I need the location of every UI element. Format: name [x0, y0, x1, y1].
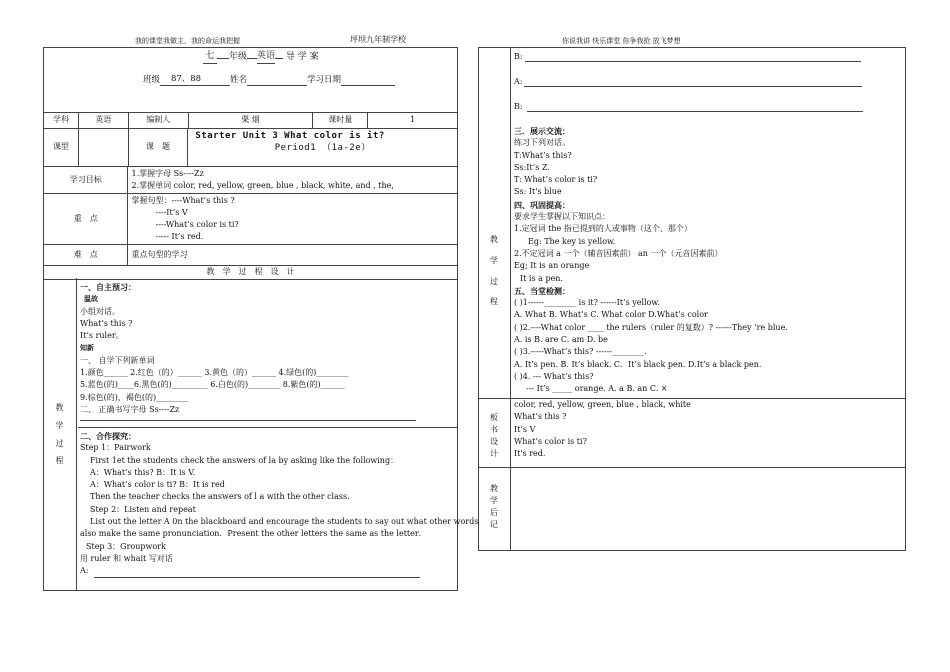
board-line: It's red. [514, 449, 546, 459]
text-line: 二、 正确书写字母 Ss----Zz [80, 404, 180, 414]
grade-line [203, 51, 319, 64]
board-line: color, red, yellow, green, blue , black, white [514, 400, 691, 409]
goals-label: 学习目标 [44, 167, 128, 194]
section-title: 二、合作探究： [80, 431, 136, 441]
class-value: 87、88 [160, 74, 212, 86]
class-label: 班级 [143, 75, 161, 85]
answer-label: A: [80, 566, 89, 576]
answer-label: B: [514, 102, 523, 111]
header-motto-left: 我的课堂我做主，我的命运我把握 [135, 37, 240, 45]
process-label-char: 过 [490, 276, 498, 286]
board-line: What’s color is ti? [514, 436, 587, 446]
board-label-char: 设 [490, 437, 498, 446]
subject-title: 英语 [257, 51, 275, 64]
lesson-title: Starter Unit 3 What color is it? [195, 131, 385, 141]
writing-line[interactable] [80, 420, 416, 421]
reflection-label [478, 483, 510, 531]
text-line: 用 ruler 和 whait 写对话 [80, 553, 173, 563]
subheading-new: 知新 [80, 343, 94, 353]
subject-label: 学科 [44, 113, 79, 129]
vocab-line: 9.棕色(的)，褐色(的)________ [80, 392, 189, 402]
key-point-line: ----What’s color is ti? [155, 220, 239, 229]
text-line: T:What’s this? [514, 150, 572, 160]
text-line: A：What’s color is ti? B：It is red [90, 480, 225, 490]
text-line: 2.不定冠词 a 一个（辅音因素前） an 一个（元音因素前） [514, 248, 723, 258]
key-point-line: 掌握句型：----What’s this ? [131, 196, 235, 205]
answer-blank[interactable] [527, 111, 863, 112]
name-field[interactable] [247, 85, 307, 86]
board-line: It’s V [514, 424, 536, 434]
answer-label: B: [514, 52, 523, 61]
process-label-char: 教 [490, 235, 498, 244]
goals-content [128, 167, 458, 194]
hours-value: 1 [368, 113, 458, 129]
date-field[interactable] [341, 85, 395, 86]
text-line: A：What’s this? B：It is V. [90, 467, 196, 477]
text-line: List out the letter A 0n the blackboard and encourage the students to say out what other words [90, 517, 479, 527]
text-line: Step 3：Groupwork [86, 541, 166, 551]
section-cooperate [80, 430, 479, 578]
key-points-label: 重 点 [44, 194, 128, 245]
section-divider [78, 427, 458, 428]
text-line: It’s ruler。 [80, 331, 124, 341]
board-label-char: 计 [490, 449, 498, 458]
editor-label: 编制人 [128, 113, 188, 129]
text-line: Step 2：Listen and repeat [90, 504, 196, 514]
lesson-period: Period1 （1a-2e） [274, 142, 371, 153]
answer-line [514, 52, 904, 77]
subheading-review: 温故 [84, 294, 98, 304]
text-line: 小组对话。 [80, 306, 120, 316]
class-line [143, 74, 395, 86]
quiz-line: A. What B. What’s C. What color D.What’s color [514, 310, 708, 320]
answer-line [80, 565, 456, 577]
quiz-line: --- It’s _____ orange. A. a B. an C. × [526, 384, 668, 394]
hours-label: 课时量 [313, 113, 368, 129]
text-line: First 1et the students check the answers of la by asking like the following： [90, 455, 399, 465]
lesson-type-value [78, 129, 128, 167]
section-title: 三．展示交流： [514, 126, 570, 136]
key-points-content [128, 194, 458, 245]
process-label-char: 程 [490, 297, 498, 307]
answer-line [514, 77, 904, 102]
lesson-topic-label: 课 题 [128, 129, 188, 167]
grade-label: 年级 [229, 52, 248, 62]
process-label-char: 学 [55, 420, 64, 430]
text-line: Ss:It’s Z. [514, 162, 550, 172]
key-point-line: ----It’s V [155, 208, 188, 217]
section-title: 一、自主预习： [80, 282, 136, 292]
text-line: T: What’s color is ti? [514, 175, 598, 185]
process-label-char: 过 [55, 438, 64, 448]
reflection-label-char: 学 [490, 496, 498, 505]
text-line: Eg: The key is yellow. [528, 236, 616, 246]
editor-value: 栗 烟 [188, 113, 313, 129]
vocab-line: 1.颜色______ 2.红色（的）______ 3.黄色（的）______ 4.绿色(的)________ [80, 368, 349, 378]
answer-blank[interactable] [94, 577, 420, 578]
left-process-label [43, 278, 77, 591]
answer-label: A: [514, 77, 523, 86]
lesson-type-label: 课型 [44, 129, 79, 167]
info-table [43, 112, 458, 129]
reflection-label-char: 教 [490, 484, 498, 493]
text-line: Then the teacher checks the answers of l a with the other class． [90, 492, 356, 502]
quiz-line: ( )4. --- What’s this? [514, 371, 594, 381]
subject-value: 英语 [78, 113, 128, 129]
grade-value: 七 [203, 51, 217, 64]
reflection-label-char: 后 [490, 508, 498, 517]
text-line: Eg; It is an orange [514, 261, 590, 271]
doc-type: 导 学 案 [285, 52, 319, 62]
right-process-label [478, 230, 510, 313]
lesson-title-cell [188, 129, 458, 167]
process-label-char: 学 [490, 255, 498, 265]
name-label: 姓名 [230, 75, 248, 85]
reflection-label-char: 记 [490, 520, 498, 529]
board-label-char: 板 [490, 413, 498, 422]
answer-line [514, 102, 904, 127]
lesson-table [43, 128, 458, 167]
section-title: 五、当堂检测： [514, 285, 570, 296]
answer-blank[interactable] [525, 61, 861, 62]
header-school-name: 坪坝九年制学校 [350, 35, 406, 44]
goals-table [43, 166, 458, 280]
goal-line: 2.掌握单词 color, red, yellow, green, blue , black, white, and , the, [131, 181, 394, 190]
right-answer-lines [514, 52, 904, 127]
goal-line: 1.掌握字母 Ss----Zz [131, 169, 204, 178]
board-line: What’s this ? [514, 412, 567, 422]
board-label [478, 412, 510, 460]
section-self-study [80, 281, 456, 421]
quiz-line: ( )1------________ is it? ------It’s yellow. [514, 298, 660, 308]
header-motto-right: 你说我讲 快乐课堂 你争我抢 放飞梦想 [562, 37, 681, 45]
text-line: 练习下列对话。 [514, 138, 570, 148]
text-line: What’s this ? [80, 318, 133, 328]
process-label-char: 程 [55, 456, 64, 466]
text-line: Ss: It's blue [514, 187, 562, 197]
title-block [43, 47, 458, 112]
text-line: Step 1：Pairwork [80, 443, 151, 453]
date-label: 学习日期 [307, 75, 342, 85]
text-line: It is a pen. [520, 273, 563, 283]
quiz-line: A. is B. are C. am D. be [514, 335, 608, 345]
vocab-line: 5.蓝色(的)____6.黑色(的)_________ 6.白色(的)________ 8.紫色(的)______ [80, 380, 345, 390]
quiz-line: ( )3.-----What’s this? ------________. [514, 347, 647, 357]
board-content [514, 399, 904, 460]
difficult-label: 难 点 [44, 245, 128, 266]
section-title: 四、巩固提高： [514, 199, 570, 210]
board-label-char: 书 [490, 425, 498, 434]
difficult-value: 重点句型的学习 [128, 245, 458, 266]
process-title: 教 学 过 程 设 计 [44, 266, 458, 280]
key-point-line: ----- It’s red. [155, 232, 204, 241]
reflection-area[interactable] [511, 468, 905, 550]
process-label-char: 教 [55, 403, 64, 413]
text-line: also make the same pronunciation．Present the other letters the same as the letter． [80, 529, 427, 539]
quiz-line: ( )2.----What color ____ the rulers（ruler 的复数）? ------They ‘re blue. [514, 322, 788, 332]
quiz-line: A. It’s pen. B. It’s black. C．It’s black pen. D.It’s a black pen. [514, 359, 762, 369]
answer-blank[interactable] [524, 86, 862, 87]
text-line: 要求学生掌握以下知识点： [514, 212, 610, 222]
text-line: 1.定冠词 the 指已提到的人或事物（这个、那个） [514, 224, 692, 234]
text-line: 一、 自学下列新单词 [80, 355, 155, 365]
right-sections [514, 125, 904, 396]
